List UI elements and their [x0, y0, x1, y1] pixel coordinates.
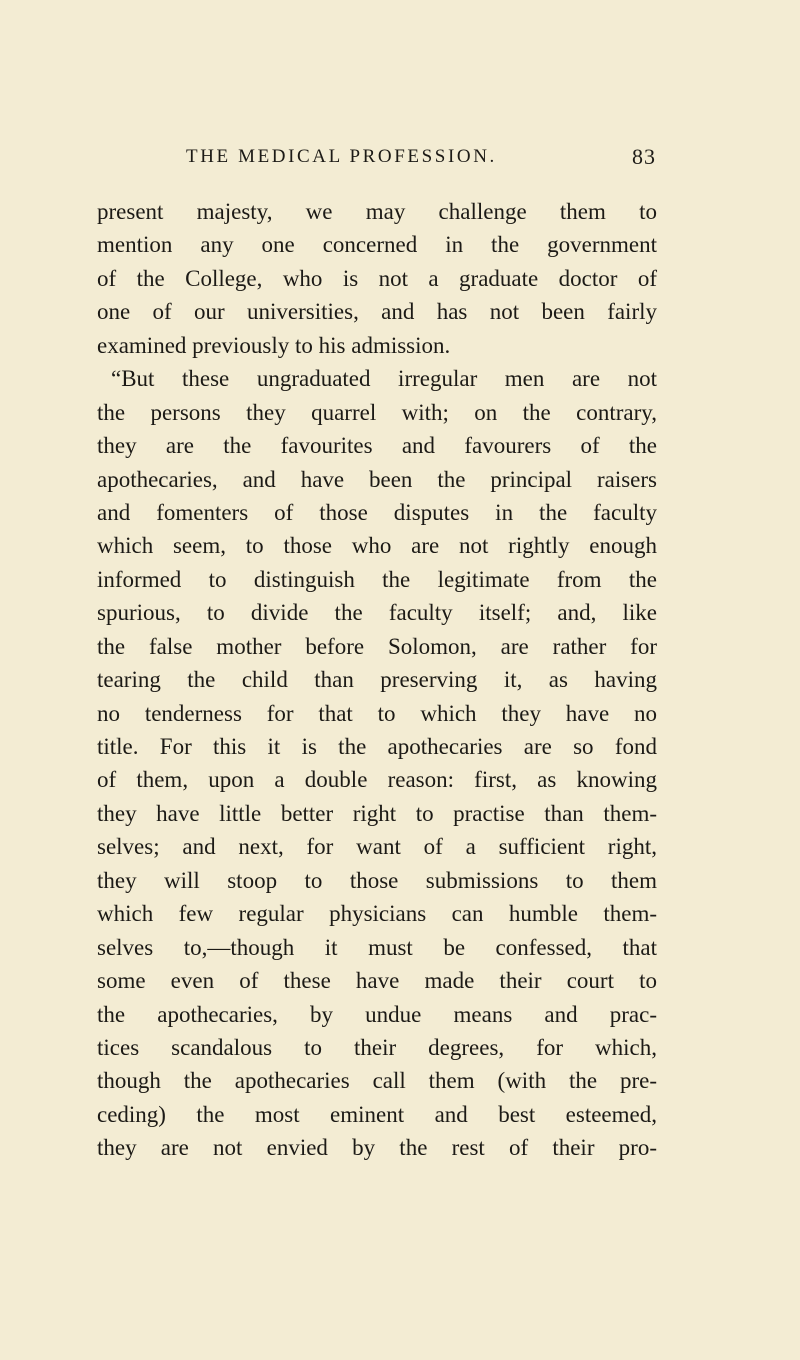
text-line: spurious, to divide the faculty itself; and, like — [97, 600, 657, 626]
text-line: they have little better right to practise than them- — [97, 800, 657, 826]
text-line: present majesty, we may challenge them to — [97, 199, 657, 224]
text-line: examined previously to his admission. — [97, 332, 451, 358]
text-line: title. For this it is the apothecaries are so fond — [97, 734, 657, 759]
text-line: they are not envied by the rest of their pro- — [97, 1135, 657, 1161]
page-header — [96, 146, 656, 174]
text-line: “But these ungraduated irregular men are not — [111, 366, 657, 392]
text-line: no tenderness for that to which they have no — [97, 700, 657, 726]
text-line: ceding) the most eminent and best esteemed, — [97, 1101, 657, 1127]
text-line: the persons they quarrel with; on the contrary, — [97, 399, 657, 425]
text-line: and fomenters of those disputes in the faculty — [97, 499, 657, 525]
text-line: selves to,—though it must be confessed, that — [97, 934, 657, 960]
text-line: they will stoop to those submissions to them — [97, 867, 657, 893]
text-line: some even of these have made their court to — [97, 968, 657, 994]
text-line: which few regular physicians can humble them- — [97, 901, 657, 927]
text-line: tearing the child than preserving it, as having — [97, 667, 657, 693]
text-line: tices scandalous to their degrees, for which, — [97, 1034, 657, 1060]
text-line: the false mother before Solomon, are rather for — [97, 633, 657, 659]
text-line: of the College, who is not a graduate doctor of — [97, 265, 657, 291]
running-head: THE MEDICAL PROFESSION. — [186, 146, 497, 167]
text-line: apothecaries, and have been the principal raisers — [97, 466, 657, 492]
text-line: though the apothecaries call them (with the pre- — [97, 1068, 657, 1094]
text-line: mention any one concerned in the government — [97, 232, 657, 258]
text-line: of them, upon a double reason: first, as knowing — [97, 767, 657, 793]
text-line: they are the favourites and favourers of the — [97, 433, 657, 459]
text-line: one of our universities, and has not been fairly — [97, 299, 657, 325]
text-line: informed to distinguish the legitimate from the — [97, 566, 657, 592]
body-text — [97, 195, 657, 1165]
text-line: selves; and next, for want of a sufficient right, — [97, 834, 657, 860]
page-number: 83 — [632, 144, 656, 169]
text-line: which seem, to those who are not rightly enough — [97, 533, 657, 559]
text-line: the apothecaries, by undue means and prac- — [97, 1001, 657, 1027]
